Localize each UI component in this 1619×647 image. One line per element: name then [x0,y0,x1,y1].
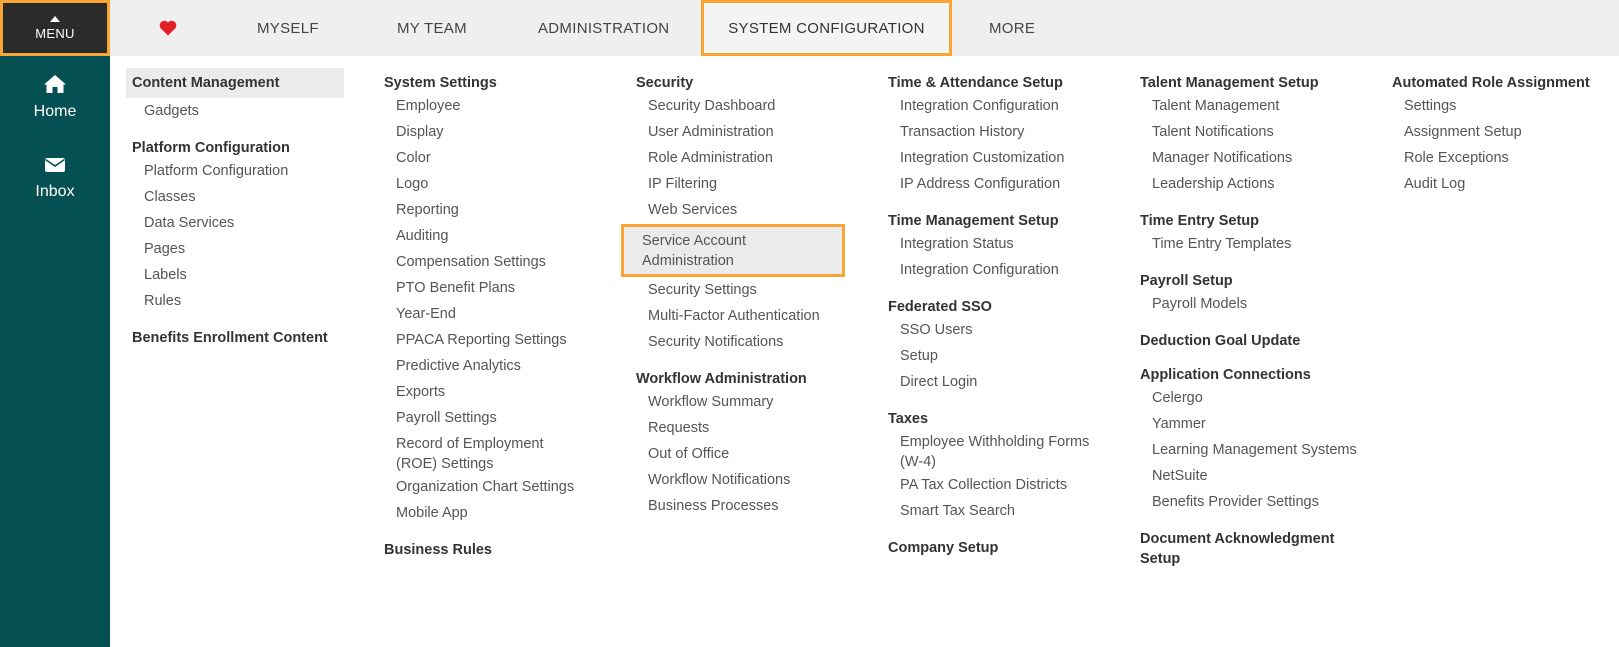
menu-item-data-services[interactable]: Data Services [144,215,235,231]
menu-item-audit-log[interactable]: Audit Log [1404,176,1466,192]
menu-item-year-end[interactable]: Year-End [396,306,456,322]
left-sidebar [0,56,110,647]
menu-item-classes[interactable]: Classes [144,189,196,205]
menu-item-web-services[interactable]: Web Services [648,202,738,218]
group-header-security[interactable]: Security [636,75,694,91]
group-header-talent-management-setup[interactable]: Talent Management Setup [1140,75,1319,91]
menu-column-1 [126,68,344,348]
group-header-time-attendance-setup[interactable]: Time & Attendance Setup [888,75,1063,91]
menu-item-ip-filtering[interactable]: IP Filtering [648,176,718,192]
menu-item-security-notifications[interactable]: Security Notifications [648,334,784,350]
group-header-platform-configuration[interactable]: Platform Configuration [132,140,290,156]
menu-item-workflow-notifications[interactable]: Workflow Notifications [648,472,791,488]
menu-button-label: MENU [35,25,75,41]
menu-item-record-of-employment-settings[interactable]: Record of Employment (ROE) Settings [396,436,544,472]
group-header-federated-sso[interactable]: Federated SSO [888,299,992,315]
menu-item-requests[interactable]: Requests [648,420,710,436]
group-header-document-acknowledgment-setup[interactable]: Document Acknowledgment Setup [1140,531,1335,567]
menu-item-employee[interactable]: Employee [396,98,461,114]
menu-item-user-administration[interactable]: User Administration [648,124,774,140]
menu-item-direct-login[interactable]: Direct Login [900,374,978,390]
menu-item-workflow-summary[interactable]: Workflow Summary [648,394,774,410]
nav-my-team[interactable]: MY TEAM [397,19,467,37]
menu-item-pages[interactable]: Pages [144,241,186,257]
menu-item-security-dashboard[interactable]: Security Dashboard [648,98,776,114]
menu-item-sso-users[interactable]: SSO Users [900,322,973,338]
sidebar-item-label: Home [33,103,77,120]
sidebar-item-inbox[interactable] [0,156,110,201]
menu-item-leadership-actions[interactable]: Leadership Actions [1152,176,1275,192]
menu-item-setup[interactable]: Setup [900,348,938,364]
menu-item-integration-configuration-2[interactable]: Integration Configuration [900,262,1059,278]
menu-item-ppaca-reporting-settings[interactable]: PPACA Reporting Settings [396,332,567,348]
menu-item-auditing[interactable]: Auditing [396,228,449,244]
menu-item-exports[interactable]: Exports [396,384,446,400]
menu-item-payroll-settings[interactable]: Payroll Settings [396,410,497,426]
group-header-workflow-administration[interactable]: Workflow Administration [636,371,807,387]
menu-item-logo[interactable]: Logo [396,176,429,192]
group-header-time-entry-setup[interactable]: Time Entry Setup [1140,213,1259,229]
menu-column-2 [378,73,608,560]
menu-item-pa-tax-collection-districts[interactable]: PA Tax Collection Districts [900,477,1068,493]
menu-item-celergo[interactable]: Celergo [1152,390,1203,406]
menu-item-multi-factor-authentication[interactable]: Multi-Factor Authentication [648,308,820,324]
group-header-company-setup[interactable]: Company Setup [888,540,999,556]
sidebar-item-home[interactable] [0,74,110,121]
menu-item-pto-benefit-plans[interactable]: PTO Benefit Plans [396,280,516,296]
menu-item-integration-configuration[interactable]: Integration Configuration [900,98,1059,114]
group-header-business-rules[interactable]: Business Rules [384,542,492,558]
menu-column-3 [630,73,860,519]
menu-item-integration-customization[interactable]: Integration Customization [900,150,1065,166]
menu-item-business-processes[interactable]: Business Processes [648,498,779,514]
menu-item-gadgets[interactable]: Gadgets [144,103,199,119]
menu-button[interactable] [0,0,110,56]
menu-item-manager-notifications[interactable]: Manager Notifications [1152,150,1293,166]
menu-item-service-account-administration[interactable]: Service Account Administration [624,227,842,274]
menu-item-ip-address-configuration[interactable]: IP Address Configuration [900,176,1061,192]
group-header-benefits-enrollment-content[interactable]: Benefits Enrollment Content [132,330,328,346]
menu-item-rules[interactable]: Rules [144,293,182,309]
menu-item-yammer[interactable]: Yammer [1152,416,1206,432]
nav-more[interactable]: MORE [989,19,1036,37]
menu-item-settings[interactable]: Settings [1404,98,1457,114]
heart-icon[interactable] [156,16,180,40]
menu-item-transaction-history[interactable]: Transaction History [900,124,1025,140]
menu-item-assignment-setup[interactable]: Assignment Setup [1404,124,1522,140]
group-header-payroll-setup[interactable]: Payroll Setup [1140,273,1233,289]
group-header-automated-role-assignment[interactable]: Automated Role Assignment [1392,75,1590,91]
nav-system-configuration[interactable]: SYSTEM CONFIGURATION [701,0,952,56]
menu-item-role-administration[interactable]: Role Administration [648,150,773,166]
menu-item-predictive-analytics[interactable]: Predictive Analytics [396,358,521,374]
menu-item-time-entry-templates[interactable]: Time Entry Templates [1152,236,1292,252]
menu-item-talent-notifications[interactable]: Talent Notifications [1152,124,1274,140]
menu-item-organization-chart-settings[interactable]: Organization Chart Settings [396,479,575,495]
menu-item-platform-configuration[interactable]: Platform Configuration [144,163,289,179]
menu-item-security-settings[interactable]: Security Settings [648,282,757,298]
menu-column-6 [1386,73,1616,197]
menu-item-reporting[interactable]: Reporting [396,202,459,218]
menu-item-role-exceptions[interactable]: Role Exceptions [1404,150,1509,166]
envelope-icon [44,156,66,179]
menu-item-benefits-provider-settings[interactable]: Benefits Provider Settings [1152,494,1319,510]
group-header-content-management[interactable]: Content Management [126,68,344,98]
menu-item-payroll-models[interactable]: Payroll Models [1152,296,1248,312]
menu-column-5 [1134,73,1364,569]
menu-item-talent-management[interactable]: Talent Management [1152,98,1280,114]
group-header-time-management-setup[interactable]: Time Management Setup [888,213,1059,229]
top-navigation-bar [0,0,1619,56]
menu-item-out-of-office[interactable]: Out of Office [648,446,730,462]
sidebar-item-label: Inbox [35,183,75,200]
group-header-application-connections[interactable]: Application Connections [1140,367,1311,383]
menu-item-mobile-app[interactable]: Mobile App [396,505,468,521]
group-header-taxes[interactable]: Taxes [888,411,929,427]
group-header-deduction-goal-update[interactable]: Deduction Goal Update [1140,333,1301,349]
menu-item-learning-management-systems[interactable]: Learning Management Systems [1152,442,1357,458]
menu-item-smart-tax-search[interactable]: Smart Tax Search [900,503,1015,519]
menu-item-color[interactable]: Color [396,150,431,166]
menu-item-compensation-settings[interactable]: Compensation Settings [396,254,546,270]
nav-myself[interactable]: MYSELF [257,19,319,37]
caret-up-icon [50,16,60,22]
menu-item-display[interactable]: Display [396,124,444,140]
menu-item-integration-status[interactable]: Integration Status [900,236,1014,252]
menu-item-labels[interactable]: Labels [144,267,187,283]
home-icon [43,74,67,99]
menu-column-4 [882,73,1112,558]
menu-item-employee-withholding-forms[interactable]: Employee Withholding Forms (W-4) [900,434,1090,470]
nav-administration[interactable]: ADMINISTRATION [538,19,670,37]
menu-item-netsuite[interactable]: NetSuite [1152,468,1208,484]
group-header-system-settings[interactable]: System Settings [384,75,497,91]
